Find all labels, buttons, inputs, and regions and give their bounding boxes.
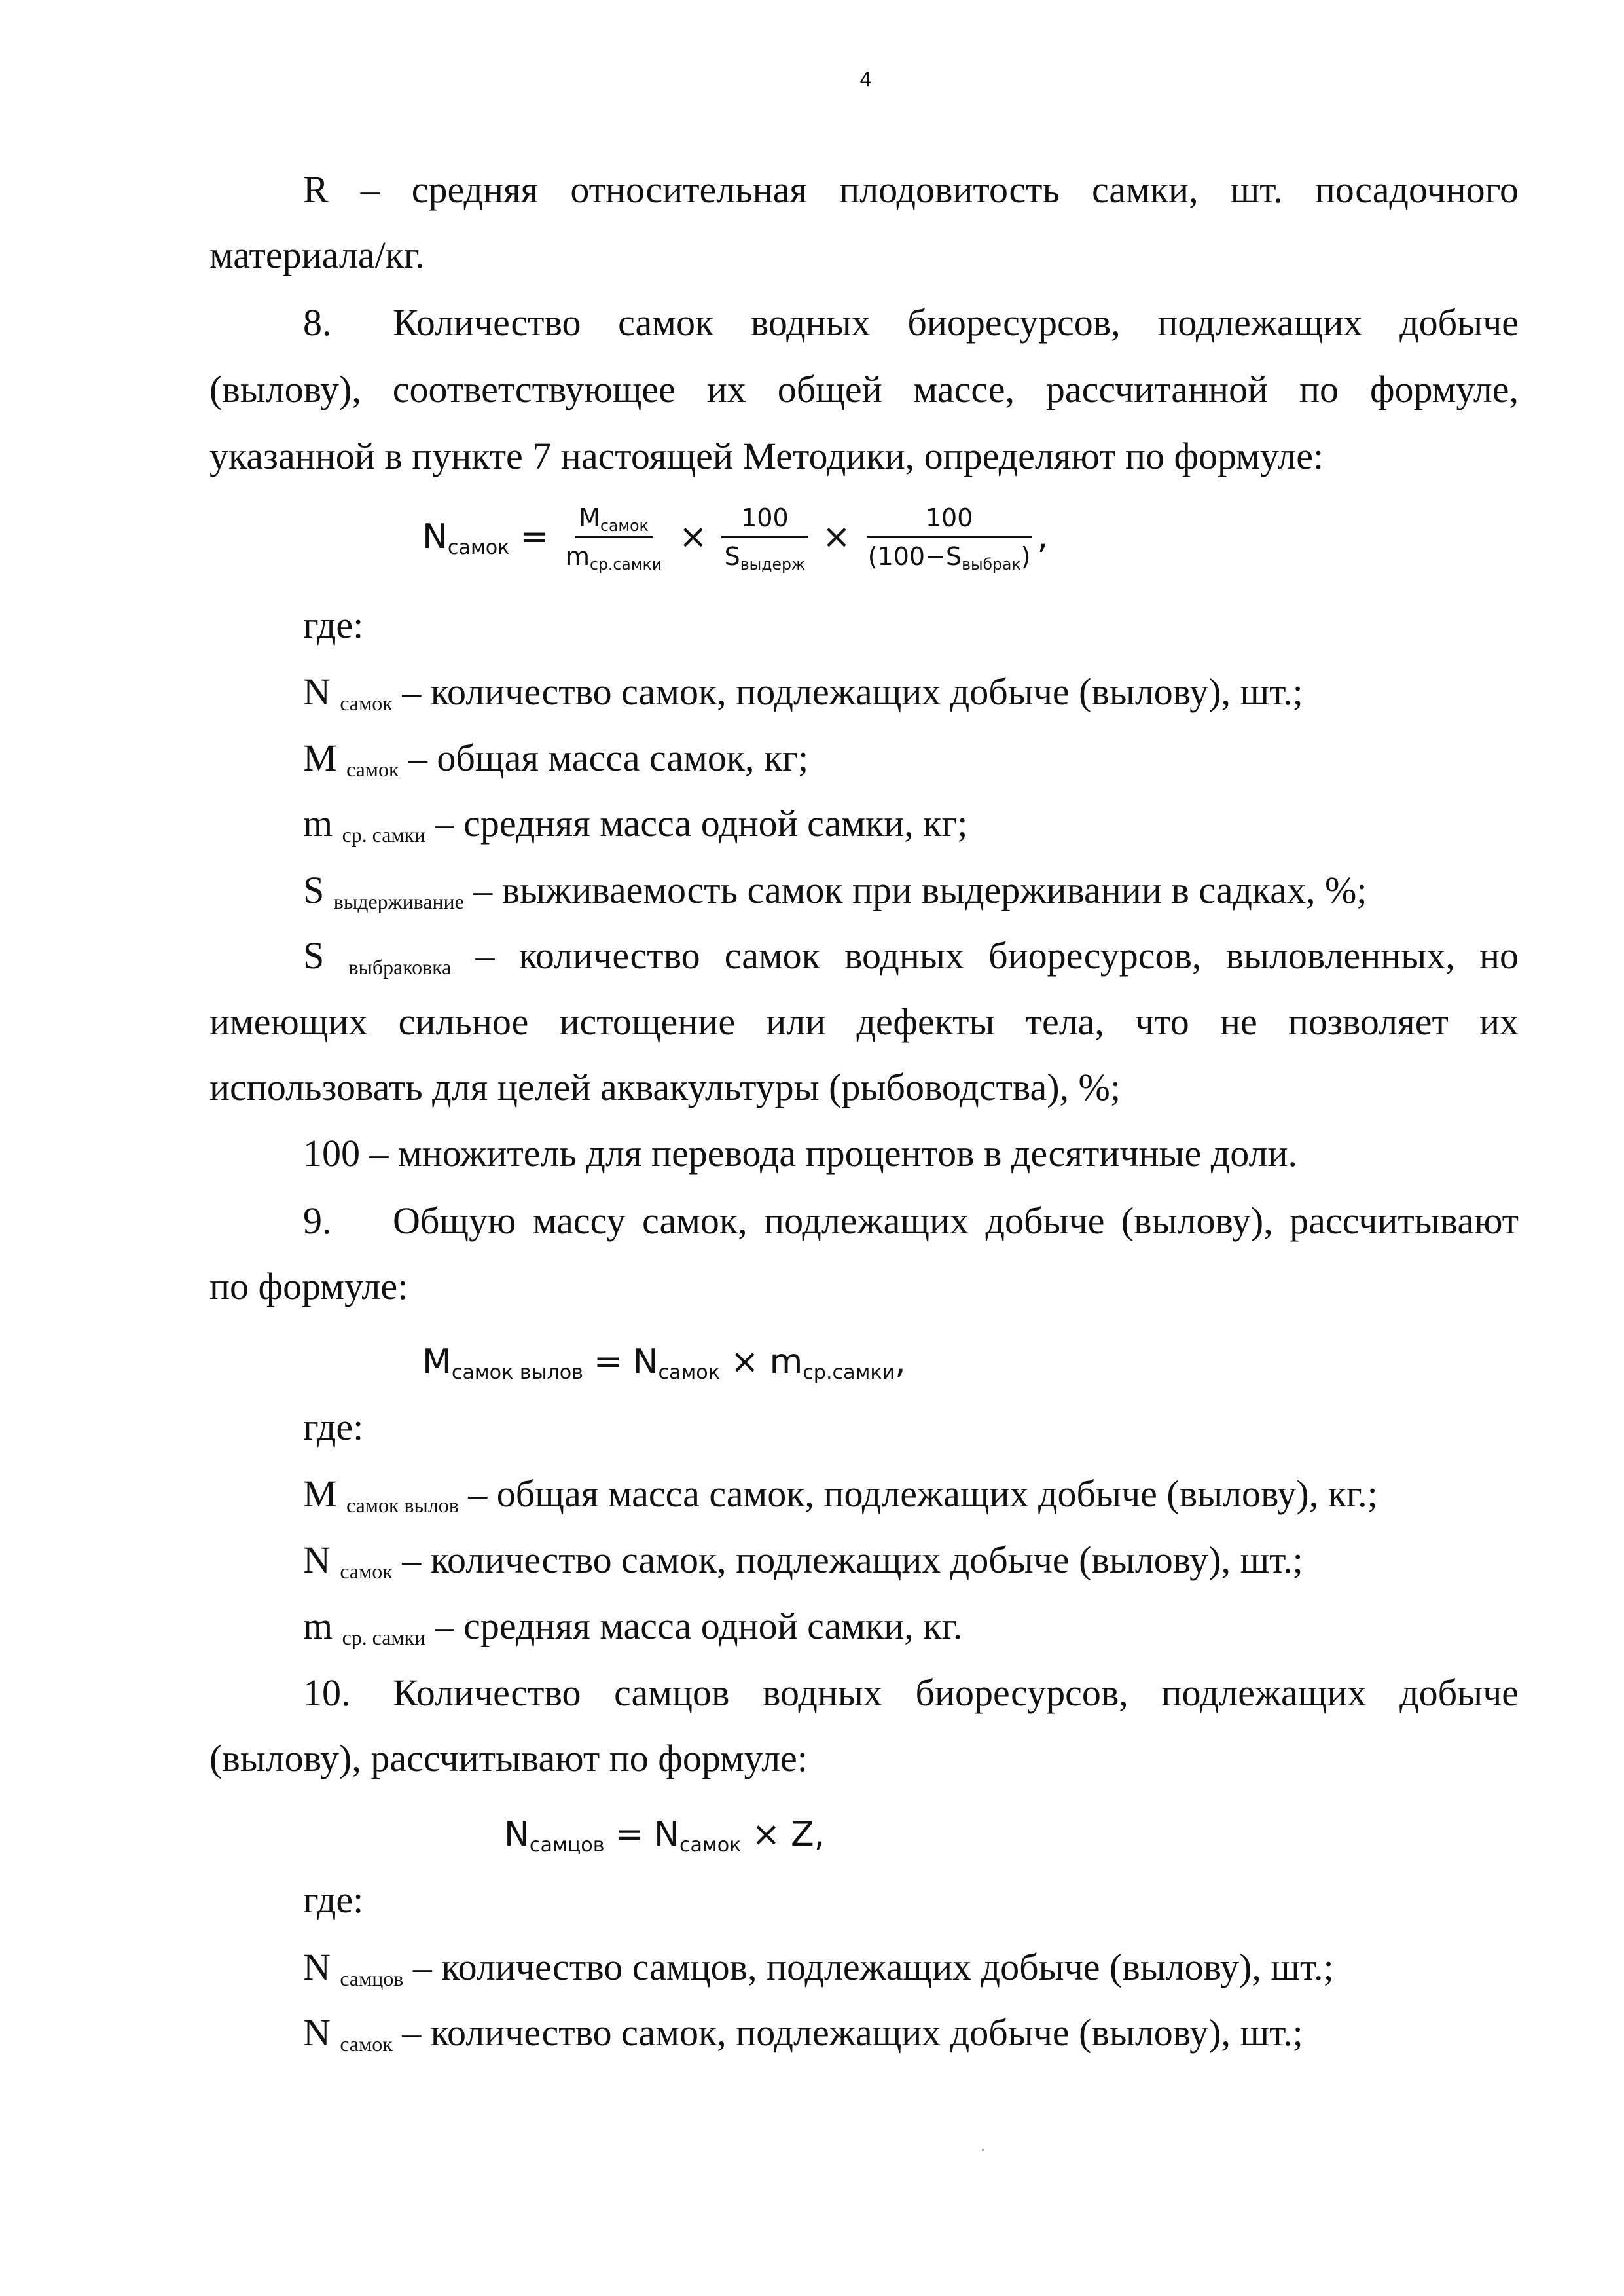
formula-2-m-sr-samki: $m_{ср.самки}$ xyxy=(769,1342,895,1385)
r-definition-line-2: материала/кг. xyxy=(209,234,425,276)
def-s-vybrakovka: S $_{выбраковка}$ – количество самок водных биоресурсов, выловленных, но xyxy=(303,934,1519,979)
def-m-sr-samki: m $_{ср. самки}$ – средняя масса одной самки, кг; xyxy=(303,802,968,847)
def-n-samcov: N $_{самцов}$ – количество самцов, подлежащих добыче (вылову), шт.; xyxy=(303,1946,1334,1990)
r-definition-line-1: R – средняя относительная плодовитость самки, шт. посадочного xyxy=(303,168,1519,211)
formula-3-times: × xyxy=(751,1815,781,1854)
def-m-samok: M $_{самок}$ – общая масса самок, кг; xyxy=(303,737,809,781)
paragraph-9-line-1 xyxy=(303,1188,1519,1254)
def-m-samok-vylov: M $_{самок вылов}$ – общая масса самок, подлежащих добыче (вылову), кг.; xyxy=(303,1472,1378,1517)
paragraph-10-line-2: (вылову), рассчитывают по формуле: xyxy=(209,1737,808,1779)
formula-2-equals: = xyxy=(594,1342,623,1381)
paragraph-9-number: 9. xyxy=(303,1199,332,1242)
paragraph-10-number: 10. xyxy=(303,1671,351,1714)
def-n-samok-3: N $_{самок}$ – количество самок, подлежащих добыче (вылову), шт.; xyxy=(303,2011,1303,2056)
def-n-samok-2: N $_{самок}$ – количество самок, подлежащих добыче (вылову), шт.; xyxy=(303,1539,1303,1583)
paragraph-10-text-1: Количество самцов водных биоресурсов, подлежащих добыче xyxy=(393,1671,1519,1714)
formula-n-samok xyxy=(422,498,1048,576)
def-100-multiplier: 100 – множитель для перевода процентов в десятичные доли. xyxy=(303,1132,1297,1175)
formula-1-fraction-cull: $\frac{100}{(100-S_{выбрак})}$ xyxy=(867,503,1031,574)
def-m-sr-samki-2: m $_{ср. самки}$ – средняя масса одной самки, кг. xyxy=(303,1605,963,1649)
formula-1-comma: , xyxy=(1037,517,1049,556)
formula-3-z: Z xyxy=(791,1815,814,1854)
where-label-2: где: xyxy=(303,1406,364,1448)
formula-3-n-samok: $N_{самок}$ xyxy=(654,1815,742,1857)
formula-1-fraction-mass: $\frac{M_{самок}}{m_{ср.самки}}$ xyxy=(565,503,662,574)
paragraph-9-line-2: по формуле: xyxy=(209,1265,408,1307)
formula-1-equals: = xyxy=(520,517,549,556)
def-s-vyderzhivanie: S $_{выдерживание}$ – выживаемость самок при выдерживании в садках, %; xyxy=(303,869,1367,913)
formula-3-comma: , xyxy=(814,1815,825,1854)
paragraph-10-line-1 xyxy=(303,1660,1519,1726)
where-label-1: где: xyxy=(303,604,364,646)
formula-n-samcov xyxy=(504,1802,825,1867)
paragraph-9-text-1: Общую массу самок, подлежащих добыче (вылову), рассчитывают xyxy=(393,1199,1519,1242)
def-n-samok: N $_{самок}$ – количество самок, подлежащих добыче (вылову), шт.; xyxy=(303,670,1303,715)
formula-1-fraction-survival: $\frac{100}{S_{выдерж}}$ xyxy=(721,503,810,571)
where-label-3: где: xyxy=(303,1878,364,1921)
scan-speck xyxy=(982,2149,984,2151)
paragraph-8-line-3: указанной в пункте 7 настоящей Методики, определяют по формуле: xyxy=(209,435,1324,477)
def-s-vybrakovka-line-3: использовать для целей аквакультуры (рыбоводства), %; xyxy=(209,1066,1121,1108)
formula-2-lhs: $M_{самок вылов}$ xyxy=(422,1342,584,1385)
paragraph-8-number: 8. xyxy=(303,301,332,344)
formula-1-lhs: $N_{самок}$ xyxy=(422,517,510,560)
paragraph-8-text-1: Количество самок водных биоресурсов, подлежащих добыче xyxy=(393,301,1519,344)
paragraph-8-line-1 xyxy=(303,290,1519,355)
formula-1-times-2: × xyxy=(822,517,851,556)
formula-3-equals: = xyxy=(615,1815,644,1854)
formula-1-times-1: × xyxy=(679,517,708,556)
formula-3-lhs: $N_{самцов}$ xyxy=(504,1815,605,1857)
def-s-vybrakovka-line-2: имеющих сильное истощение или дефекты тела, что не позволяет их xyxy=(209,1000,1519,1043)
paragraph-8-line-2: (вылову), соответствующее их общей массе, рассчитанной по формуле, xyxy=(209,368,1519,410)
formula-2-comma: , xyxy=(895,1342,906,1381)
formula-2-n-samok: $N_{самок}$ xyxy=(632,1342,720,1385)
page-number: 4 xyxy=(859,69,873,92)
formula-m-samok-vylov xyxy=(422,1329,906,1394)
formula-2-times: × xyxy=(730,1342,759,1381)
